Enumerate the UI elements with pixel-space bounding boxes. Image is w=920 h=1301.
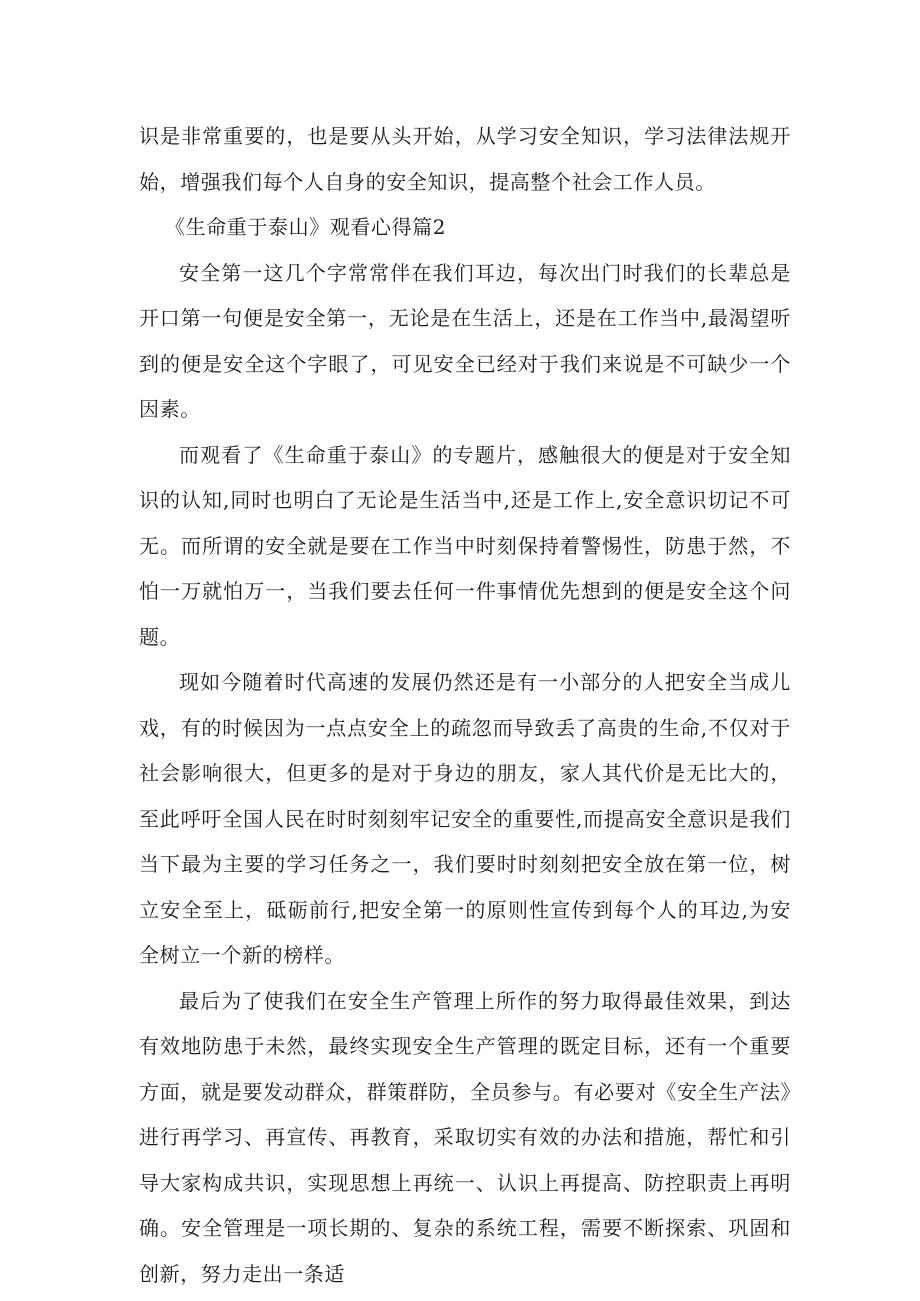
paragraph: 安全第一这几个字常常伴在我们耳边，每次出门时我们的长辈总是开口第一句便是安全第一，无论是在生活上，还是在工作当中,最渴望听到的便是安全这个字眼了，可见安全已经对于我们来说是不可缺少一个因素。 <box>139 260 791 421</box>
paragraph: 最后为了使我们在安全生产管理上所作的努力取得最佳效果，到达有效地防患于未然，最终实现安全生产管理的既定目标，还有一个重要方面，就是要发动群众，群策群防，全员参与。有必要对《安全生产法》进行再学习、再宣传、再教育，采取切实有效的办法和措施，帮忙和引导大家构成共识，实现思想上再统一、认识上再提高、防控职责上再明确。安全管理是一项长期的、复杂的系统工程，需要不断探索、巩固和创新，努力走出一条适 <box>139 988 791 1286</box>
paragraph: 而观看了《生命重于泰山》的专题片，感触很大的便是对于安全知识的认知,同时也明白了无论是生活当中,还是工作上,安全意识切记不可无。而所谓的安全就是要在工作当中时刻保持着警惕性，防患于然，不怕一万就怕万一，当我们要去任何一件事情优先想到的便是安全这个问题。 <box>139 442 791 649</box>
document-body <box>139 114 791 1297</box>
section-heading: 《生命重于泰山》观看心得篇2 <box>165 215 447 239</box>
paragraph-continuation: 识是非常重要的，也是要从头开始，从学习安全知识，学习法律法规开始，增强我们每个人自身的安全知识，提高整个社会工作人员。 <box>139 124 791 194</box>
paragraph: 现如今随着时代高速的发展仍然还是有一小部分的人把安全当成儿戏，有的时候因为一点点安全上的疏忽而导致丢了高贵的生命,不仅对于社会影响很大，但更多的是对于身边的朋友，家人其代价是无比大的，至此呼吁全国人民在时时刻刻牢记安全的重要性,而提高安全意识是我们当下最为主要的学习任务之一，我们要时时刻刻把安全放在第一位，树立安全至上，砥砺前行,把安全第一的原则性宣传到每个人的耳边,为安全树立一个新的榜样。 <box>139 670 791 967</box>
